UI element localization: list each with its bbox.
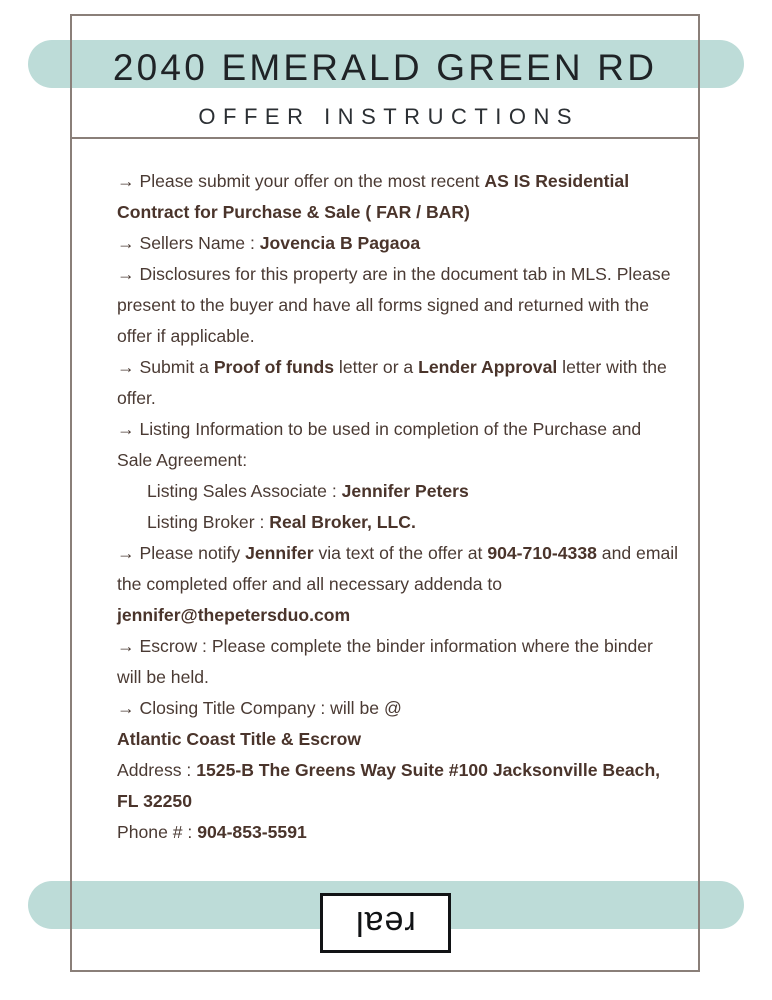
instructions-list <box>117 166 679 848</box>
body-text: Disclosures for this property are in the document tab in MLS. Please present to the buyer and have all forms signed and returned with the offer if applicable. <box>117 264 671 346</box>
instruction-line-listing-broker <box>117 507 679 538</box>
emphasis-text: Lender Approval <box>418 357 558 377</box>
body-text: Submit a <box>139 357 214 377</box>
instruction-line-closing-title-company <box>117 693 679 724</box>
emphasis-text: jennifer@thepetersduo.com <box>117 605 351 625</box>
instruction-line-proof-of-funds <box>117 352 679 414</box>
body-text: letter with the offer. <box>117 357 667 408</box>
emphasis-text: Proof of funds <box>213 357 335 377</box>
emphasis-text: Atlantic Coast Title & Escrow <box>117 729 362 749</box>
emphasis-text: Jovencia B Pagaoa <box>259 233 421 253</box>
body-text: Escrow : Please complete the binder information where the binder will be held. <box>117 636 653 687</box>
body-text: Listing Broker : <box>147 512 270 532</box>
emphasis-text: AS IS Residential Contract for Purchase & Sale ( FAR / BAR) <box>117 171 630 222</box>
emphasis-text: Real Broker, LLC. <box>269 512 416 532</box>
body-text: Sellers Name : <box>139 233 260 253</box>
emphasis-text: 1525-B The Greens Way Suite #100 Jacksonville Beach, FL 32250 <box>117 760 661 811</box>
instruction-line-listing-sales-associate <box>117 476 679 507</box>
instruction-line-escrow <box>117 631 679 693</box>
emphasis-text: 904-853-5591 <box>197 822 307 842</box>
body-text: Closing Title Company : will be @ <box>139 698 402 718</box>
body-text: Please notify <box>139 543 246 563</box>
arrow-icon: → <box>117 233 140 253</box>
instruction-line-title-company-name <box>117 724 679 755</box>
arrow-icon: → <box>117 264 140 284</box>
instruction-line-notify-agent <box>117 538 679 631</box>
body-text: Phone # : <box>117 822 198 842</box>
real-brokerage-logo <box>320 893 451 953</box>
body-text: Address : <box>117 760 197 780</box>
body-text: via text of the offer at <box>313 543 488 563</box>
arrow-icon: → <box>117 543 140 563</box>
page-title: 2040 EMERALD GREEN RD <box>112 47 658 88</box>
body-text: and email the completed offer and all necessary addenda to <box>117 543 679 594</box>
body-text: Listing Sales Associate : <box>147 481 342 501</box>
arrow-icon: → <box>117 171 140 191</box>
page-subtitle: OFFER INSTRUCTIONS <box>198 104 580 129</box>
header-divider <box>72 137 698 139</box>
body-text: Please submit your offer on the most recent <box>139 171 485 191</box>
real-logo-text: real <box>355 904 416 942</box>
instruction-line-title-company-phone <box>117 817 679 848</box>
body-text: Listing Information to be used in completion of the Purchase and Sale Agreement: <box>117 419 642 470</box>
instruction-line-contract <box>117 166 679 228</box>
instruction-line-sellers-name <box>117 228 679 259</box>
arrow-icon: → <box>117 357 140 377</box>
instruction-line-disclosures <box>117 259 679 352</box>
emphasis-text: Jennifer <box>245 543 314 563</box>
body-text: letter or a <box>334 357 419 377</box>
instruction-line-title-company-address <box>117 755 679 817</box>
arrow-icon: → <box>117 698 140 718</box>
header <box>72 16 698 138</box>
instruction-line-listing-information <box>117 414 679 476</box>
arrow-icon: → <box>117 419 140 439</box>
arrow-icon: → <box>117 636 140 656</box>
emphasis-text: 904-710-4338 <box>487 543 597 563</box>
emphasis-text: Jennifer Peters <box>341 481 469 501</box>
